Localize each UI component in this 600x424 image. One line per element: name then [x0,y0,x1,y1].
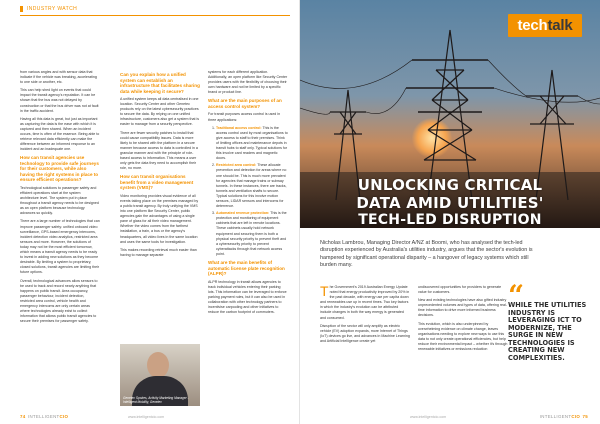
brand-strong: INTELLIGENT [27,414,60,419]
list-item [216,126,288,162]
list-item-text: These allocate prevention and detection for areas where no one should be. This is much more prevalent for agencies that manage trains or subway tunnels. In these instances, there are tracks, tunnels and ventilation shafts to secure. Typical solutions for this involve motion sensors, LIDAR sensors and intercoms for deterrence. [216,163,287,209]
paragraph: undiscovered opportunities for providers to generate value for customers. [418,285,502,295]
techtalk-badge [508,14,582,37]
right-footer [540,414,588,419]
paragraph-text: he Government's 2019 Australian Energy Update noted that energy productivity improved by 20% in the past decade, with energy use per capita down and renewables use up in recent times. Two key factors in which the industry's evolution can be attributed include changes in both the way energy is generated and consumed. [320,285,410,320]
paragraph: A unified system keeps all data centralised in one location. Security Center and other Genetec products rely on the latest cybersecurity practices to secure the data. By relying on one unified infrastructure, customers also get a system that is easier to manage from a security perspective. [120,97,200,127]
left-column-2 [120,70,200,261]
paragraph: New and existing technologies have also gifted industry unprecedented volumes and types of data, offering real-time information to drive more informed business decisions. [418,298,508,318]
paragraph: ALPR technology in transit allows agencies to track individual vehicles entering their parking lots. This information can be leveraged to enforce parking payment rules, but it can also be used in collaboration with other technology partners to incentivise carpooling and other initiatives to reduce the carbon footprint of commuters. [208,279,287,315]
paragraph: systems for each different application. Additionally, an open platform like Security Center provides users with the flexibility of choosing their own hardware and not be limited by a specific brand or product line. [208,70,288,95]
paragraph: from various angles and with sensor data that indicate if the vehicle was breaking, accelerating to one side or another, etc. [20,70,97,85]
interview-question: Can you explain how a unified system can establish an infrastructure that facilitates sharing data while keeping it secure? [120,72,200,94]
right-page [300,0,600,424]
left-column-1 [20,70,100,327]
left-footer [20,414,68,419]
standfirst: Nicholas Lambrou, Managing Director A/NZ at Boomi, who has analysed the tech-led disruption experienced by Australia's utilities industry, argues that the sector's evolution is hampered by significant operational disparity – a hangover of legacy systems which still burden many. [320,240,533,268]
section-tag-label: INDUSTRY WATCH [27,6,78,12]
section-tag-bar [20,6,23,12]
access-control-list [208,126,288,257]
paragraph: This evolution, which is also underpinned by overwhelming evidence on climate change, leaves organisations needing to explore new ways to use this data to not only create operational efficiencies, but help reduce their environmental impact – whether it's through renewable initiatives or emissions reduction [418,321,508,352]
brand-light: CIO [571,414,581,419]
list-item-lead: Traditional access control: [216,125,262,130]
top-rule [20,15,290,16]
paragraph: For transit purposes access control is used in three applications: [208,112,281,122]
list-item-lead: Restricted area control: [216,163,257,168]
drop-cap: T [320,283,329,299]
list-item-lead: Automated revenue protection: [216,211,270,216]
headline-line-3: TECH-LED DISRUPTION [358,212,542,228]
paragraph: This makes recording retrieval much easier than having to manage separate [120,247,197,257]
section-tag [20,6,77,12]
list-item [216,211,288,257]
interview-question: How can transit agencies use technology to provide safe journeys for their customers, while also having the right systems in place to ensure efficient operations? [20,155,99,183]
paragraph: There are a large number of technologies that can improve passenger safety: unified onboard video surveillance, GPS-based emergency intercoms, incident detection video analytics, restricted area sensors and more. However, the solutions of today may not be the most efficient tomorrow, which means a transit agency needs to be ready to invest in adding new solutions as they become desirable. By limiting a system to proprietary, closed solutions, transit agencies are limiting their future options. [20,219,100,275]
pull-quote: WHILE THE UTILITIES INDUSTRY IS LEVERAGING ICT TO MODERNIZE, THE SURGE IN NEW TECHNOLOGIES IS CREATING NEW COMPLEXITIES. [508,301,587,362]
page-number: 74 [20,414,26,419]
portrait-head [147,352,169,378]
portrait-photo [120,344,200,406]
interview-question: What are the main benefits of automatic license plate recognition (ALPR)? [208,260,285,276]
paragraph [320,285,410,321]
brand-light: CIO [59,414,69,419]
footer-url: www.intelligentcio.com [128,415,165,419]
right-column-2 [418,285,508,355]
brand-strong: INTELLIGENT [539,414,572,419]
paragraph: Technological solutions to passenger safety and efficient operations start at the system architecture level. The system put in place throughout a transit agency needs to be designed as an open platform because technology advances so quickly. [20,185,99,216]
interview-question: How can transit organisations benefit from a video management system (VMS)? [120,174,194,191]
badge-main: tech [517,17,548,34]
headline-line-2: DATA AMID UTILITIES' [356,194,544,212]
paragraph: This can help shed light on events that could impact the transit agency's reputation. It can be shown that the bus was not delayed by construction or that the bus driver was not at fault in the traffic accident. [20,88,99,113]
paragraph: There are fewer security patches to install that could cause compatibility issues. Data is more likely to be shared with the platform in a secure manner because access to data is controlled in a granular manner and with the principle of role-based access to information. This means a user only gets the data they need to accomplish their role, no more. [120,130,198,171]
headline-line-1: UNLOCKING CRITICAL [357,176,543,194]
list-item-text: This is the protection and monitoring of equipment cabinets that are left in remote locations. These cabinets usually hold network equipment and securing them is both a physical security priority to prevent theft and a cybersecurity priority to prevent cyberattacks through that network access point. [216,211,287,256]
paragraph: Having all this data is great, but just as important as capturing the data is the ease with which it is captured and then shared. When an incident occurs, time is often of the essence. Being able to retrieve relevant data efficiently can make the difference between an informed response to an incident and an inadequate one. [20,116,100,152]
interview-question: What are the main purposes of an access control system? [208,98,282,109]
quote-mark-icon: “ [508,279,525,312]
list-item-text: This is the access control used by most organisations to give access to staff to their premises. Think of limiting offices and maintenance depots in transit hubs to staff only. Typical solutions for this involve card readers and magnetic doors. [216,125,288,161]
page-number: 75 [582,414,588,419]
paragraph: Overall, technological advances allow sensors to be used to track and record nearly anything that happens on public transit. Area occupancy, passenger behaviour, incident detection, restricted area control, vehicle health and emergency intercoms are only certain areas where technologies already exist to collect information that allows public transit agencies to secure their premises for passenger safety. [20,278,98,324]
photo-caption: Genetec Spokes, Activity Marketing Manager - Intelligent Mobility, Genetec [123,396,189,404]
badge-accent: talk [547,17,573,34]
footer-url: www.intelligentcio.com [410,415,447,419]
paragraph: Video monitoring provides visual evidence of all events taking place on the premises managed by a public transit agency. By truly unifying the VMS into one platform like Security Center, public agencies gain the advantages of using a single pane of glass for all their video management. Whether the video comes from the farthest installation, a train, a bus or the agency's headquarters, all video lives in the same location and uses the same tools for investigation. [120,193,199,244]
right-column-1 [320,285,410,347]
list-item [216,163,288,209]
left-column-3 [208,70,288,318]
paragraph: Disruption of the sector will only amplify as electric vehicle (EV) adoption expands, more Internet of Things (IoT) devices go live, and advances in Machine Learning and Artificial Intelligence create yet [320,323,410,343]
